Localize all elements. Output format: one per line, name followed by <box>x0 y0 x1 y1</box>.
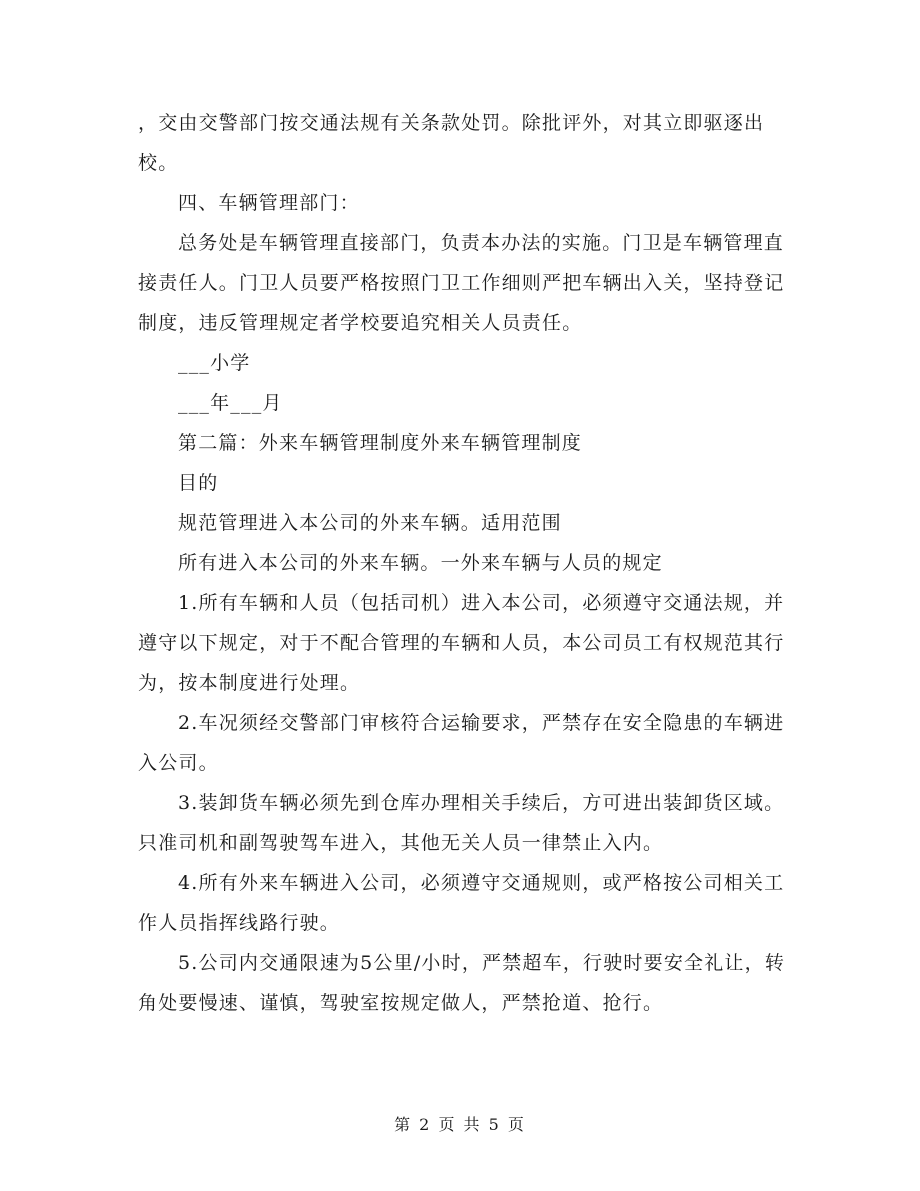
paragraph-3: 总务处是车辆管理直接部门，负责本办法的实施。门卫是车辆管理直接责任人。门卫人员要严格按照门卫工作细则严把车辆出入关，坚持登记制度，违反管理规定者学校要追究相关人员责任。 <box>138 232 785 334</box>
page-footer: 第 2 页 共 5 页 <box>394 1115 526 1134</box>
paragraph-2: 四、车辆管理部门： <box>178 192 360 214</box>
paragraph-1: ，交由交警部门按交通法规有关条款处罚。除批评外，对其立即驱逐出校。 <box>138 112 765 174</box>
paragraph-10: 1.所有车辆和人员（包括司机）进入本公司，必须遵守交通法规，并遵守以下规定，对于不配合管理的车辆和人员，本公司员工有权规范其行为，按本制度进行处理。 <box>138 592 785 694</box>
paragraph-5: ___年___月 <box>178 392 283 414</box>
document-body <box>138 103 788 1023</box>
paragraph-14: 5.公司内交通限速为5公里/小时，严禁超车，行驶时要安全礼让，转角处要慢速、谨慎，驾驶室按规定做人，严禁抢道、抢行。 <box>138 952 786 1014</box>
paragraph-11: 2.车况须经交警部门审核符合运输要求，严禁存在安全隐患的车辆进入公司。 <box>138 712 785 774</box>
paragraph-6: 第二篇：外来车辆管理制度外来车辆管理制度 <box>178 432 583 454</box>
paragraph-13: 4.所有外来车辆进入公司，必须遵守交通规则，或严格按公司相关工作人员指挥线路行驶。 <box>138 872 785 934</box>
paragraph-12: 3.装卸货车辆必须先到仓库办理相关手续后，方可进出装卸货区域。只准司机和副驾驶驾车进入，其他无关人员一律禁止入内。 <box>138 792 785 854</box>
paragraph-9: 所有进入本公司的外来车辆。一外来车辆与人员的规定 <box>178 552 663 574</box>
paragraph-4: ___小学 <box>178 352 251 374</box>
paragraph-8: 规范管理进入本公司的外来车辆。适用范围 <box>178 512 562 534</box>
paragraph-7: 目的 <box>178 472 219 494</box>
